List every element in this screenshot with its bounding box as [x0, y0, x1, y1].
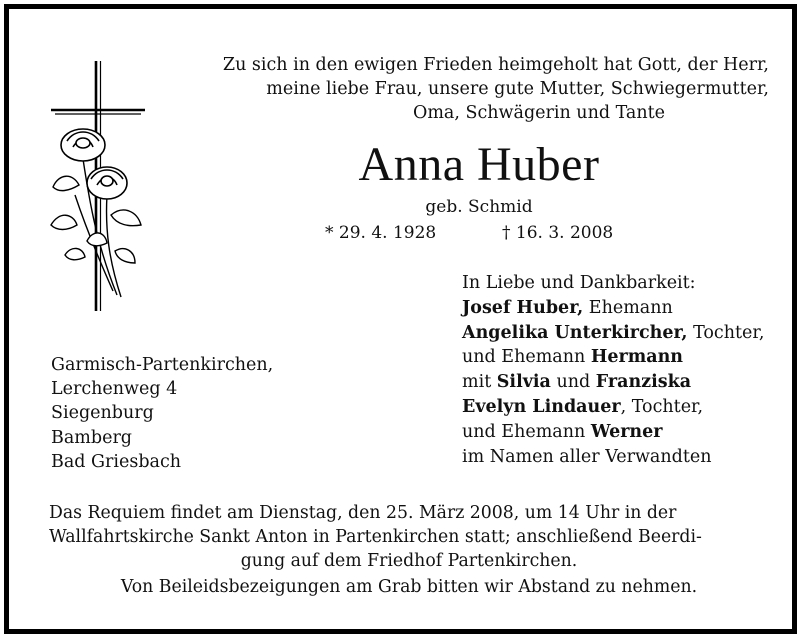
requiem-line: Das Requiem findet am Dienstag, den 25. März 2008, um 14 Uhr in der	[49, 503, 677, 523]
mourners-list	[462, 271, 764, 469]
intro-line: meine liebe Frau, unsere gute Mutter, Schwiegermutter,	[266, 79, 769, 99]
mourner-line: Angelika Unterkircher, Tochter,	[462, 322, 765, 343]
requiem-text	[49, 501, 769, 573]
mourner-line: Josef Huber, Ehemann	[462, 297, 673, 318]
requiem-line: gung auf dem Friedhof Partenkirchen.	[240, 551, 578, 571]
mourner-line: im Namen aller Verwandten	[462, 446, 712, 467]
birth-date: * 29. 4. 1928	[325, 223, 437, 243]
place-line: Siegenburg	[51, 403, 154, 424]
places-list	[51, 353, 273, 474]
mourner-line: mit Silvia und Franziska	[462, 372, 692, 393]
intro-line: Oma, Schwägerin und Tante	[412, 103, 666, 123]
intro-line: Zu sich in den ewigen Frieden heimgeholt hat Gott, der Herr,	[222, 55, 769, 75]
closing-note: Von Beileidsbezeigungen am Grab bitten wir Abstand zu nehmen.	[120, 577, 698, 597]
place-line: Lerchenweg 4	[51, 379, 178, 400]
maiden-name: geb. Schmid	[425, 197, 533, 217]
death-date: † 16. 3. 2008	[502, 223, 614, 243]
place-line: Bamberg	[51, 427, 133, 448]
cross-with-roses-icon	[45, 55, 155, 315]
intro-text	[169, 53, 769, 125]
deceased-name: Anna Huber	[358, 138, 600, 191]
requiem-line: Wallfahrtskirche Sankt Anton in Partenkirchen statt; anschließend Beerdi-	[49, 527, 702, 547]
place-line: Garmisch-Partenkirchen,	[51, 355, 274, 375]
mourner-line: Evelyn Lindauer, Tochter,	[462, 396, 704, 417]
place-line: Bad Griesbach	[51, 451, 182, 472]
mourner-line: und Ehemann Hermann	[462, 347, 684, 368]
mourner-line: und Ehemann Werner	[462, 421, 663, 442]
mourners-heading: In Liebe und Dankbarkeit:	[462, 273, 696, 293]
obituary-notice	[4, 4, 797, 634]
